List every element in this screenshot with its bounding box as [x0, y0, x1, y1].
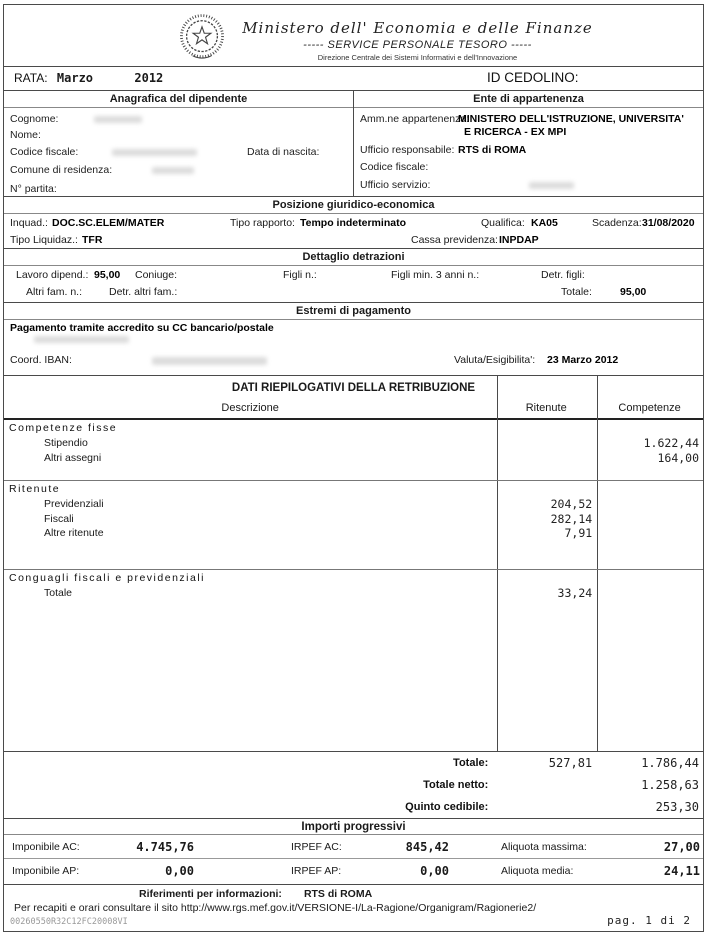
posizione-section	[4, 197, 703, 249]
imponibile-ac-label: Imponibile AC:	[12, 841, 80, 853]
ministry-title: Ministero dell' Economia e delle Finanze	[242, 19, 593, 37]
row-ritenute	[496, 451, 596, 466]
page-indicator: pag. 1 di 2	[607, 914, 691, 927]
importi-row-2	[4, 859, 703, 884]
tipo-rapporto-value: Tempo indeterminato	[300, 217, 406, 229]
row-competenze	[596, 586, 703, 601]
ufficio-servizio-label: Ufficio servizio:	[360, 179, 431, 191]
payslip-page	[3, 4, 704, 932]
table-row	[4, 586, 703, 601]
inquad-value: DOC.SC.ELEM/MATER	[52, 217, 165, 229]
detrazioni-section	[4, 249, 703, 303]
irpef-ac-value: 845,42	[405, 840, 449, 854]
totale-netto-ritenute	[496, 774, 596, 796]
detr-altri-fam-label: Detr. altri fam.:	[109, 286, 178, 298]
redacted-cognome-value	[94, 116, 142, 123]
comune-residenza-label: Comune di residenza:	[10, 164, 113, 176]
irpef-ap-label: IRPEF AP:	[291, 865, 342, 877]
rata-bar	[4, 67, 703, 91]
importi-title: Importi progressivi	[4, 819, 703, 835]
group-name: Competenze fisse	[9, 422, 118, 434]
italy-emblem-icon	[174, 10, 230, 71]
numero-partita-label: N° partita:	[10, 183, 57, 195]
valuta-value: 23 Marzo 2012	[547, 354, 619, 366]
posizione-title: Posizione giuridico-economica	[4, 197, 703, 214]
scadenza-label: Scadenza:	[592, 217, 642, 229]
aliquota-massima-label: Aliquota massima:	[501, 841, 587, 853]
recapiti-line: Per recapiti e orari consultare il sito http://www.rgs.mef.gov.it/VERSIONE-I/La-Ragione/Organigram/Ragionerie2/	[14, 902, 537, 914]
id-cedolino-label: ID CEDOLINO:	[487, 70, 579, 85]
group-conguagli	[4, 569, 703, 751]
imponibile-ap-label: Imponibile AP:	[12, 865, 80, 877]
row-ritenute	[496, 436, 596, 451]
document-header	[4, 5, 703, 67]
redacted-ufficio-servizio-value	[529, 182, 574, 189]
nome-label: Nome:	[10, 129, 41, 141]
anagrafica-box	[4, 91, 354, 196]
anagrafica-ente-section	[4, 91, 703, 197]
totale-netto-row	[4, 774, 703, 796]
pagamento-title: Estremi di pagamento	[4, 303, 703, 320]
quinto-cedibile-competenze: 253,30	[655, 800, 699, 814]
row-ritenute: 204,52	[550, 497, 593, 511]
imponibile-ac-value: 4.745,76	[136, 840, 194, 854]
pagamento-section	[4, 303, 703, 376]
totale-competenze: 1.786,44	[641, 756, 699, 770]
detrazioni-title: Dettaglio detrazioni	[4, 249, 703, 266]
ente-title: Ente di appartenenza	[354, 91, 703, 108]
rata-label: RATA:	[14, 71, 48, 85]
row-ritenute: 33,24	[557, 586, 593, 600]
row-competenze	[596, 526, 703, 541]
column-header-descrizione: Descrizione	[221, 402, 279, 414]
group-ritenute	[4, 480, 703, 569]
row-desc: Previdenziali	[44, 498, 104, 510]
ente-box	[354, 91, 703, 196]
column-header-ritenute: Ritenute	[525, 402, 567, 414]
direction-line: Direzione Centrale dei Sistemi Informativi e dell'Innovazione	[317, 53, 518, 62]
tipo-liquidaz-value: TFR	[82, 234, 103, 246]
row-desc: Totale	[44, 587, 73, 599]
figli-min-label: Figli min. 3 anni n.:	[391, 269, 480, 281]
row-ritenute: 282,14	[550, 511, 593, 526]
metodo-pagamento-text: Pagamento tramite accredito su CC bancario/postale	[10, 322, 274, 334]
inquad-label: Inquad.:	[10, 217, 48, 229]
imponibile-ap-value: 0,00	[165, 864, 194, 878]
totale-ritenute: 527,81	[548, 756, 593, 770]
row-desc: Altre ritenute	[44, 527, 104, 539]
table-row	[4, 497, 703, 512]
coord-iban-label: Coord. IBAN:	[10, 354, 72, 366]
service-line: ----- SERVICE PERSONALE TESORO -----	[303, 39, 532, 51]
document-footer	[4, 885, 703, 931]
figli-label: Figli n.:	[283, 269, 317, 281]
retribuzione-table	[4, 376, 703, 819]
amm-appartenenza-value-line2: E RICERCA - EX MPI	[464, 126, 567, 138]
lavoro-dipend-value: 95,00	[94, 269, 121, 281]
detr-figli-label: Detr. figli:	[541, 269, 585, 281]
lavoro-dipend-label: Lavoro dipend.:	[16, 269, 89, 281]
row-desc: Fiscali	[44, 512, 74, 525]
table-body	[4, 420, 703, 752]
amm-appartenenza-value-line1: MINISTERO DELL'ISTRUZIONE, UNIVERSITA'	[458, 113, 684, 125]
totale-netto-label: Totale netto:	[423, 779, 489, 791]
riferimenti-value: RTS di ROMA	[303, 888, 373, 900]
importi-row-1	[4, 835, 703, 859]
row-desc: Stipendio	[44, 437, 88, 449]
cassa-previdenza-label: Cassa previdenza:	[411, 234, 498, 246]
document-code: 00260550R32C12FC20008VI	[10, 917, 128, 927]
group-competenze-fisse	[4, 420, 703, 480]
row-competenze	[596, 512, 703, 527]
table-title: DATI RIEPILOGATIVI DELLA RETRIBUZIONE	[231, 382, 476, 394]
irpef-ap-value: 0,00	[420, 864, 449, 878]
aliquota-massima-value: 27,00	[663, 840, 700, 854]
data-nascita-label: Data di nascita:	[247, 146, 320, 158]
redacted-comune-value	[152, 167, 194, 174]
anagrafica-title: Anagrafica del dipendente	[4, 91, 353, 108]
redacted-iban-value	[152, 357, 267, 365]
tipo-rapporto-label: Tipo rapporto:	[230, 217, 295, 229]
cassa-previdenza-value: INPDAP	[499, 234, 539, 246]
row-competenze: 164,00	[657, 450, 700, 465]
amm-appartenenza-label: Amm.ne appartenenza:	[360, 113, 470, 125]
quinto-cedibile-ritenute	[496, 796, 596, 818]
table-header-row	[4, 398, 703, 420]
totale-netto-competenze: 1.258,63	[641, 778, 699, 792]
valuta-label: Valuta/Esigibilita':	[454, 354, 536, 366]
ufficio-responsabile-value: RTS di ROMA	[458, 144, 527, 156]
ufficio-responsabile-label: Ufficio responsabile:	[360, 144, 455, 156]
redacted-beneficiario-value	[34, 336, 129, 343]
row-competenze	[596, 497, 703, 512]
quinto-cedibile-row	[4, 796, 703, 818]
ente-codice-fiscale-label: Codice fiscale:	[360, 161, 429, 173]
table-row	[4, 436, 703, 451]
rata-month: Marzo	[56, 71, 94, 85]
row-competenze: 1.622,44	[643, 436, 700, 450]
irpef-ac-label: IRPEF AC:	[291, 841, 342, 853]
table-row	[4, 451, 703, 466]
totale-label: Totale:	[453, 757, 489, 769]
scadenza-value: 31/08/2020	[642, 217, 695, 229]
qualifica-value: KA05	[531, 217, 558, 229]
column-header-competenze: Competenze	[618, 402, 681, 414]
aliquota-media-value: 24,11	[663, 864, 700, 878]
importi-progressivi-section	[4, 819, 703, 885]
row-desc: Altri assegni	[44, 451, 102, 464]
detrazioni-totale-label: Totale:	[561, 286, 592, 298]
qualifica-label: Qualifica:	[481, 217, 525, 229]
detrazioni-totale-value: 95,00	[620, 286, 647, 298]
rata-year: 2012	[134, 71, 164, 85]
redacted-codice-fiscale-value	[112, 149, 197, 156]
tipo-liquidaz-label: Tipo Liquidaz.:	[10, 234, 78, 246]
aliquota-media-label: Aliquota media:	[501, 865, 574, 877]
coniuge-label: Coniuge:	[135, 269, 178, 281]
altri-fam-label: Altri fam. n.:	[26, 286, 83, 298]
cognome-label: Cognome:	[10, 113, 59, 125]
codice-fiscale-label: Codice fiscale:	[10, 146, 79, 158]
group-name: Conguagli fiscali e previdenziali	[9, 572, 205, 584]
quinto-cedibile-label: Quinto cedibile:	[405, 801, 489, 813]
totale-row	[4, 752, 703, 774]
row-ritenute: 7,91	[564, 526, 593, 540]
group-name: Ritenute	[9, 483, 61, 495]
riferimenti-label: Riferimenti per informazioni:	[139, 888, 282, 900]
table-row	[4, 526, 703, 541]
table-row	[4, 512, 703, 527]
